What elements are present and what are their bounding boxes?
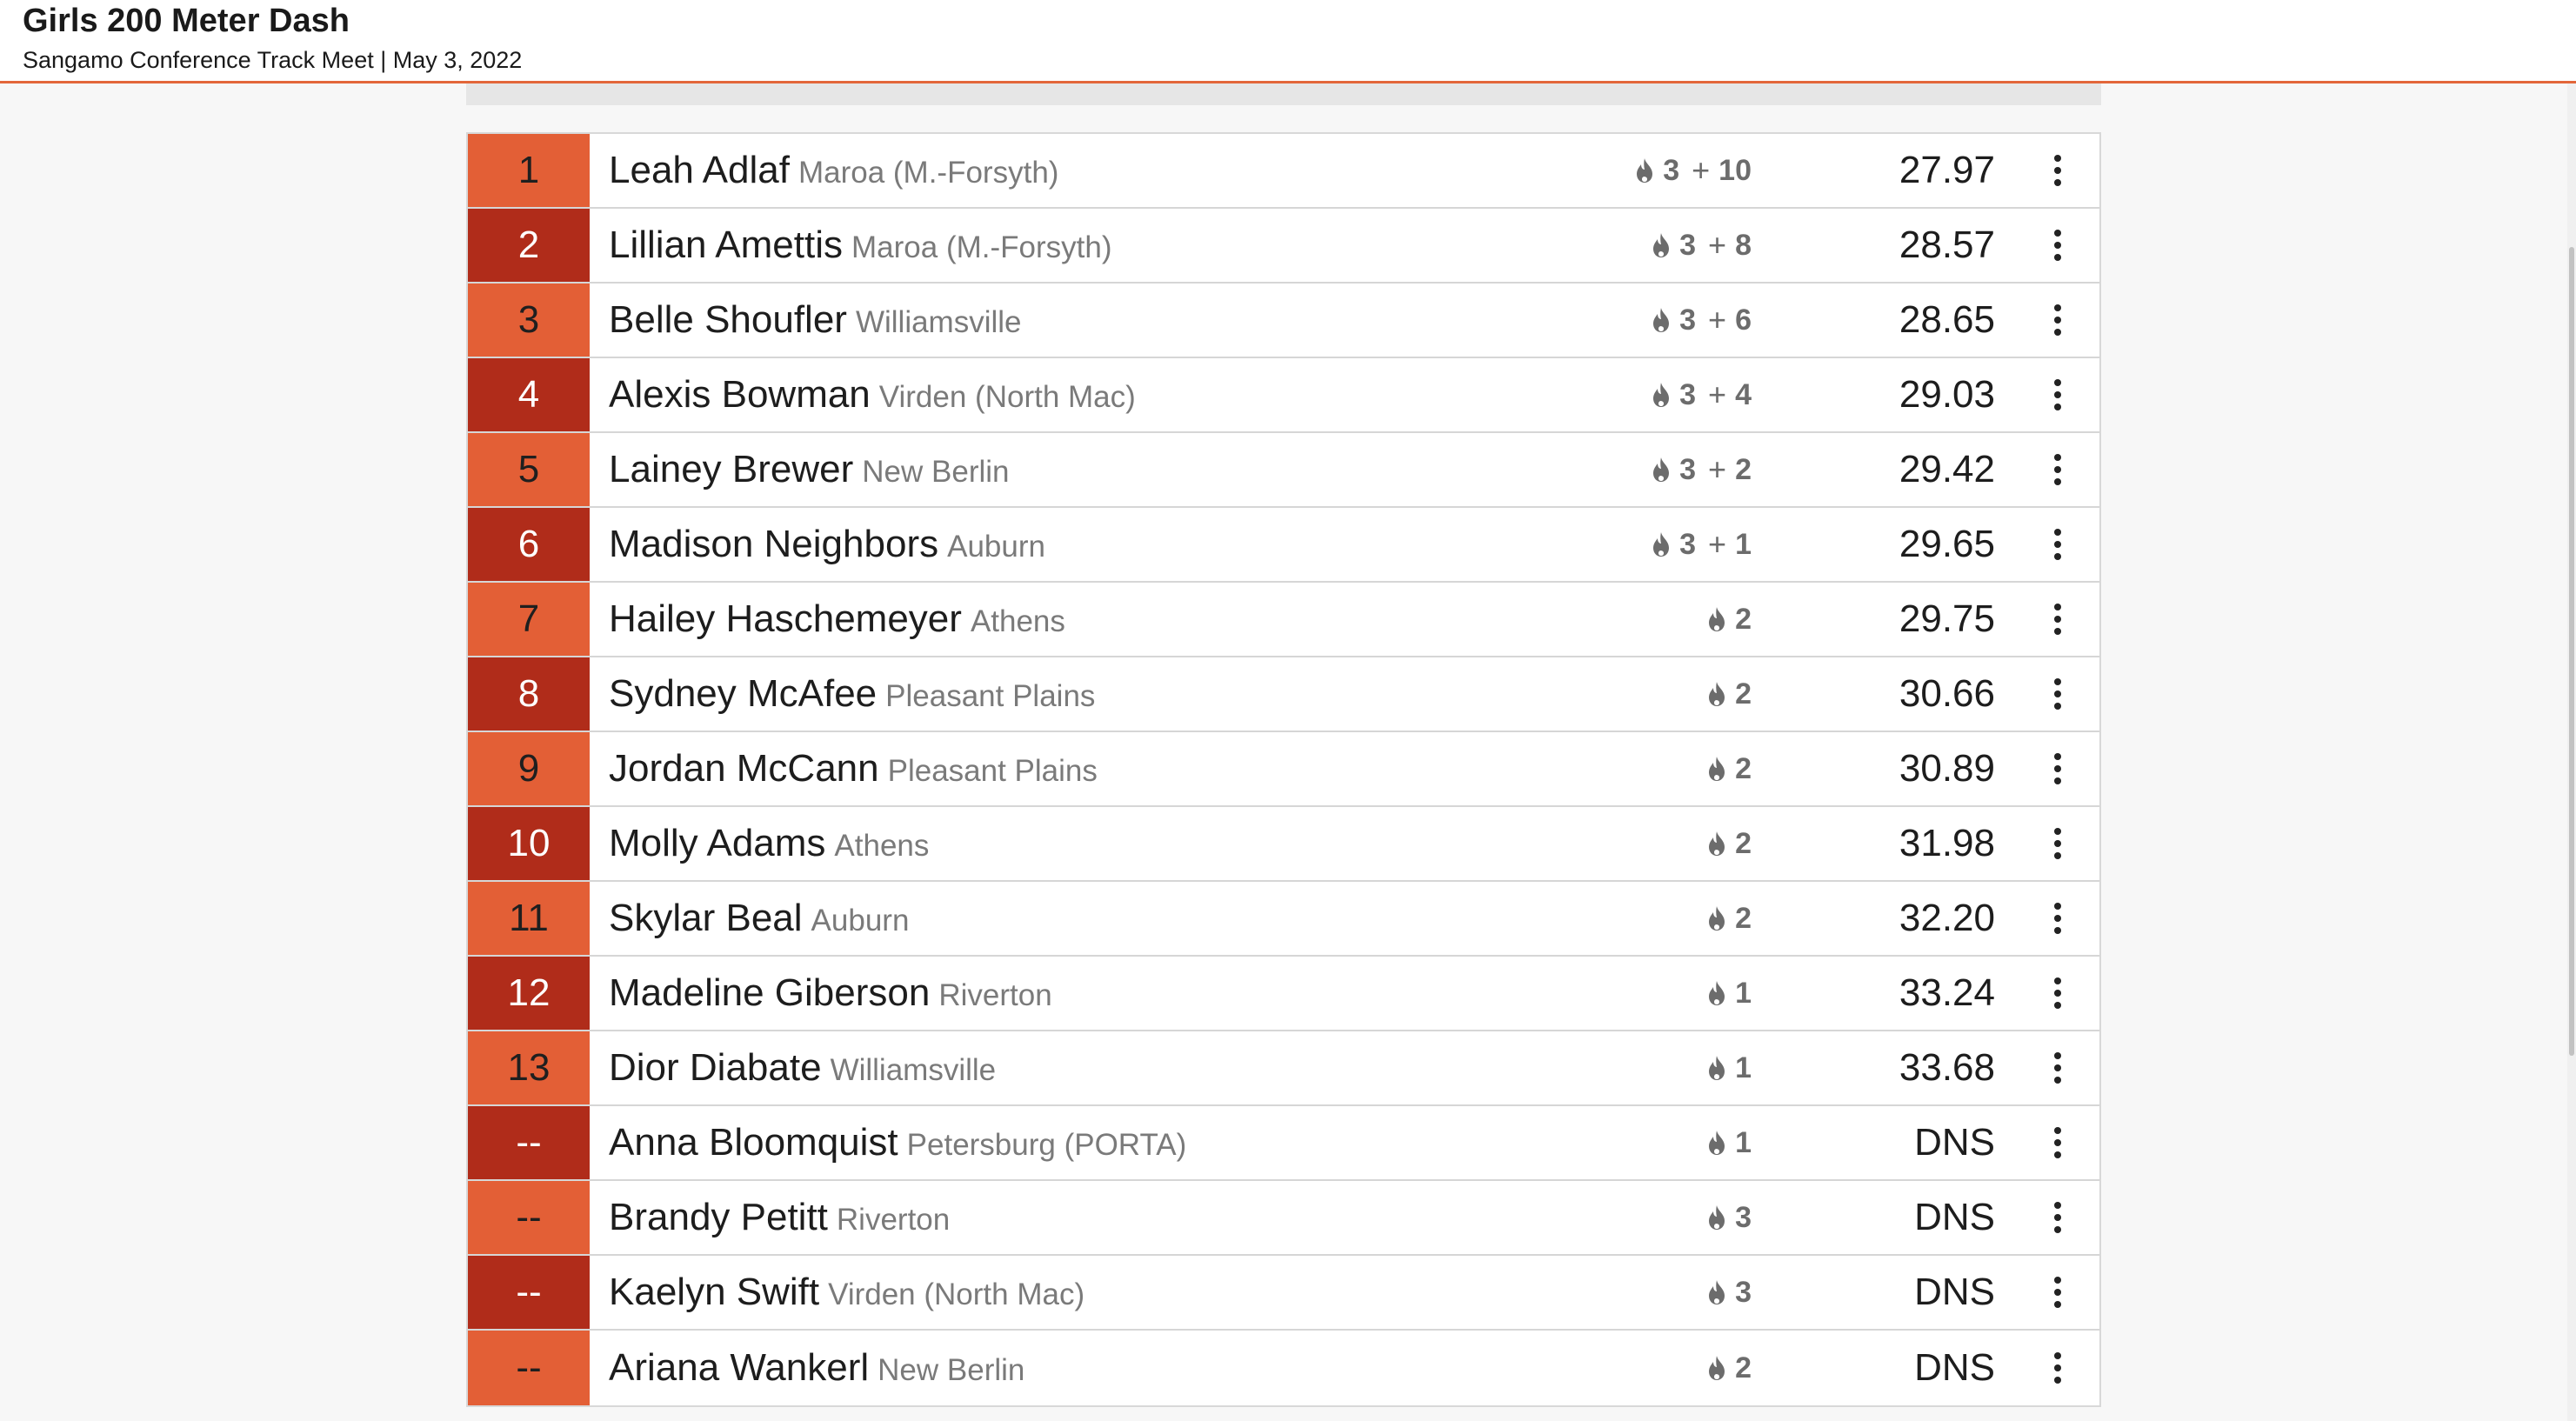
athlete-name[interactable]: Lainey Brewer xyxy=(609,448,854,490)
heat-number: 1 xyxy=(1735,976,1752,1010)
athlete-cell[interactable] xyxy=(609,657,1095,731)
flame-icon xyxy=(1705,1204,1728,1231)
team-name[interactable]: Athens xyxy=(834,829,930,863)
results-top-bar xyxy=(466,83,2101,105)
team-name[interactable]: Virden (North Mac) xyxy=(828,1278,1085,1311)
heat-info xyxy=(1705,1181,1752,1254)
place-cell: 3 xyxy=(468,284,590,357)
athlete-cell[interactable] xyxy=(609,358,1136,431)
athlete-name[interactable]: Leah Adlaf xyxy=(609,149,790,191)
athlete-cell[interactable] xyxy=(609,1331,1024,1405)
team-name[interactable]: Riverton xyxy=(938,978,1052,1012)
more-vertical-icon[interactable] xyxy=(2051,957,2065,1030)
result-row[interactable] xyxy=(468,657,2099,732)
page-header xyxy=(0,0,2576,83)
result-row[interactable] xyxy=(468,433,2099,508)
more-vertical-icon[interactable] xyxy=(2051,882,2065,955)
athlete-cell[interactable] xyxy=(609,1031,996,1104)
scrollbar-thumb[interactable] xyxy=(2569,247,2574,1056)
team-points: 6 xyxy=(1735,303,1752,337)
result-row[interactable] xyxy=(468,508,2099,583)
heat-info xyxy=(1705,1256,1752,1329)
athlete-cell[interactable] xyxy=(609,433,1010,506)
result-row[interactable] xyxy=(468,583,2099,657)
result-mark: 27.97 xyxy=(1899,149,1995,191)
result-row[interactable] xyxy=(468,1331,2099,1405)
flame-icon xyxy=(1650,232,1672,258)
result-row[interactable] xyxy=(468,732,2099,807)
flame-icon xyxy=(1705,831,1728,857)
team-points: 1 xyxy=(1735,527,1752,561)
result-mark: DNS xyxy=(1914,1271,1995,1313)
points-plus: + xyxy=(1692,152,1711,188)
heat-info xyxy=(1633,134,1752,207)
athlete-name[interactable]: Belle Shoufler xyxy=(609,298,847,341)
athlete-cell[interactable] xyxy=(609,209,1111,282)
heat-info xyxy=(1650,433,1752,506)
team-name[interactable]: New Berlin xyxy=(862,455,1010,489)
flame-icon xyxy=(1633,157,1656,183)
heat-number: 3 xyxy=(1679,452,1697,486)
heat-info xyxy=(1650,209,1752,282)
heat-info xyxy=(1705,657,1752,731)
athlete-cell[interactable] xyxy=(609,134,1058,207)
athlete-cell[interactable] xyxy=(609,508,1045,581)
heat-number: 1 xyxy=(1735,1051,1752,1084)
more-vertical-icon[interactable] xyxy=(2051,807,2065,880)
result-mark: 33.24 xyxy=(1899,971,1995,1014)
flame-icon xyxy=(1705,1055,1728,1081)
heat-info xyxy=(1705,583,1752,656)
heat-info xyxy=(1705,732,1752,805)
result-row[interactable] xyxy=(468,134,2099,209)
flame-icon xyxy=(1650,531,1672,557)
place-cell: 13 xyxy=(468,1031,590,1104)
more-vertical-icon[interactable] xyxy=(2051,583,2065,656)
result-row[interactable] xyxy=(468,882,2099,957)
athlete-name[interactable]: Madison Neighbors xyxy=(609,523,939,565)
points-plus: + xyxy=(1708,377,1727,412)
athlete-cell[interactable] xyxy=(609,732,1098,805)
athlete-cell[interactable] xyxy=(609,1106,1186,1179)
more-vertical-icon[interactable] xyxy=(2051,134,2065,207)
place-cell: 11 xyxy=(468,882,590,955)
heat-number: 3 xyxy=(1679,228,1697,262)
team-name[interactable]: Athens xyxy=(970,604,1065,638)
place-cell: 10 xyxy=(468,807,590,880)
team-name[interactable]: New Berlin xyxy=(878,1353,1025,1387)
team-name[interactable]: Williamsville xyxy=(830,1053,997,1087)
place-cell: -- xyxy=(468,1331,590,1405)
heat-number: 3 xyxy=(1679,303,1697,337)
points-plus: + xyxy=(1708,302,1727,337)
result-mark: 31.98 xyxy=(1899,822,1995,864)
flame-icon xyxy=(1705,980,1728,1006)
heat-number: 1 xyxy=(1735,1125,1752,1159)
place-cell: -- xyxy=(468,1181,590,1254)
heat-info xyxy=(1705,882,1752,955)
heat-info xyxy=(1705,1331,1752,1405)
heat-number: 3 xyxy=(1679,527,1697,561)
heat-info xyxy=(1650,508,1752,581)
place-cell: 9 xyxy=(468,732,590,805)
heat-number: 2 xyxy=(1735,826,1752,860)
team-name[interactable]: Maroa (M.-Forsyth) xyxy=(851,230,1112,264)
team-name[interactable]: Virden (North Mac) xyxy=(878,380,1136,414)
heat-number: 2 xyxy=(1735,1351,1752,1384)
result-mark: DNS xyxy=(1914,1121,1995,1164)
result-mark: 28.65 xyxy=(1899,298,1995,341)
athlete-name[interactable]: Ariana Wankerl xyxy=(609,1346,870,1389)
heat-number: 2 xyxy=(1735,677,1752,710)
page-title: Girls 200 Meter Dash xyxy=(23,3,350,39)
place-cell: -- xyxy=(468,1106,590,1179)
place-cell: 12 xyxy=(468,957,590,1030)
athlete-cell[interactable] xyxy=(609,882,909,955)
place-cell: 8 xyxy=(468,657,590,731)
team-name[interactable]: Auburn xyxy=(811,904,910,937)
more-vertical-icon[interactable] xyxy=(2051,1181,2065,1254)
athlete-name[interactable]: Lillian Amettis xyxy=(609,223,844,266)
heat-number: 2 xyxy=(1735,901,1752,935)
athlete-name[interactable]: Kaelyn Swift xyxy=(609,1271,820,1313)
result-row[interactable] xyxy=(468,1181,2099,1256)
heat-number: 2 xyxy=(1735,751,1752,785)
more-vertical-icon[interactable] xyxy=(2051,1256,2065,1329)
heat-number: 3 xyxy=(1735,1200,1752,1234)
place-cell: 5 xyxy=(468,433,590,506)
more-vertical-icon[interactable] xyxy=(2051,209,2065,282)
heat-info xyxy=(1705,807,1752,880)
points-plus: + xyxy=(1708,526,1727,562)
athlete-name[interactable]: Sydney McAfee xyxy=(609,672,878,715)
heat-number: 3 xyxy=(1679,377,1697,411)
more-vertical-icon[interactable] xyxy=(2051,1031,2065,1104)
team-name[interactable]: Pleasant Plains xyxy=(885,679,1096,713)
athlete-cell[interactable] xyxy=(609,957,1052,1030)
team-points: 10 xyxy=(1718,153,1752,187)
team-points: 8 xyxy=(1735,228,1752,262)
result-row[interactable] xyxy=(468,1106,2099,1181)
athlete-name[interactable]: Jordan McCann xyxy=(609,747,879,790)
place-cell: -- xyxy=(468,1256,590,1329)
heat-number: 3 xyxy=(1663,153,1680,187)
team-name[interactable]: Pleasant Plains xyxy=(887,754,1098,788)
more-vertical-icon[interactable] xyxy=(2051,657,2065,731)
athlete-name[interactable]: Skylar Beal xyxy=(609,897,803,939)
place-cell: 2 xyxy=(468,209,590,282)
heat-info xyxy=(1705,957,1752,1030)
place-cell: 4 xyxy=(468,358,590,431)
points-plus: + xyxy=(1708,227,1727,263)
result-mark: 30.89 xyxy=(1899,747,1995,790)
flame-icon xyxy=(1705,1279,1728,1305)
result-mark: 29.03 xyxy=(1899,373,1995,416)
result-row[interactable] xyxy=(468,1031,2099,1106)
athlete-name[interactable]: Anna Bloomquist xyxy=(609,1121,898,1164)
athlete-cell[interactable] xyxy=(609,284,1022,357)
result-mark: DNS xyxy=(1914,1196,1995,1238)
place-cell: 1 xyxy=(468,134,590,207)
more-vertical-icon[interactable] xyxy=(2051,508,2065,581)
athlete-name[interactable]: Molly Adams xyxy=(609,822,826,864)
more-vertical-icon[interactable] xyxy=(2051,358,2065,431)
place-cell: 6 xyxy=(468,508,590,581)
flame-icon xyxy=(1705,681,1728,707)
more-vertical-icon[interactable] xyxy=(2051,732,2065,805)
heat-info xyxy=(1705,1106,1752,1179)
team-points: 2 xyxy=(1735,452,1752,486)
heat-number: 3 xyxy=(1735,1275,1752,1309)
result-mark: 28.57 xyxy=(1899,223,1995,266)
result-mark: 33.68 xyxy=(1899,1046,1995,1089)
flame-icon xyxy=(1705,606,1728,632)
more-vertical-icon[interactable] xyxy=(2051,284,2065,357)
flame-icon xyxy=(1650,457,1672,483)
result-mark: 29.65 xyxy=(1899,523,1995,565)
athlete-name[interactable]: Brandy Petitt xyxy=(609,1196,828,1238)
results-table xyxy=(466,132,2101,1407)
more-vertical-icon[interactable] xyxy=(2051,1106,2065,1179)
result-row[interactable] xyxy=(468,957,2099,1031)
athlete-name[interactable]: Hailey Haschemeyer xyxy=(609,597,962,640)
athlete-cell[interactable] xyxy=(609,1256,1084,1329)
result-row[interactable] xyxy=(468,807,2099,882)
result-mark: 29.42 xyxy=(1899,448,1995,490)
result-row[interactable] xyxy=(468,1256,2099,1331)
result-mark: 29.75 xyxy=(1899,597,1995,640)
place-cell: 7 xyxy=(468,583,590,656)
athlete-name[interactable]: Dior Diabate xyxy=(609,1046,822,1089)
result-row[interactable] xyxy=(468,209,2099,284)
athlete-cell[interactable] xyxy=(609,807,929,880)
heat-info xyxy=(1650,284,1752,357)
flame-icon xyxy=(1705,1355,1728,1381)
athlete-name[interactable]: Alexis Bowman xyxy=(609,373,871,416)
flame-icon xyxy=(1705,905,1728,931)
result-mark: DNS xyxy=(1914,1346,1995,1389)
result-row[interactable] xyxy=(468,358,2099,433)
team-name[interactable]: Riverton xyxy=(836,1203,951,1237)
more-vertical-icon[interactable] xyxy=(2051,1331,2065,1405)
team-name[interactable]: Williamsville xyxy=(855,305,1022,339)
athlete-name[interactable]: Madeline Giberson xyxy=(609,971,931,1014)
team-points: 4 xyxy=(1735,377,1752,411)
team-name[interactable]: Maroa (M.-Forsyth) xyxy=(797,156,1059,190)
heat-info xyxy=(1650,358,1752,431)
flame-icon xyxy=(1705,1130,1728,1156)
result-mark: 30.66 xyxy=(1899,672,1995,715)
points-plus: + xyxy=(1708,451,1727,487)
more-vertical-icon[interactable] xyxy=(2051,433,2065,506)
team-name[interactable]: Petersburg (PORTA) xyxy=(906,1128,1187,1162)
result-mark: 32.20 xyxy=(1899,897,1995,939)
flame-icon xyxy=(1650,382,1672,408)
flame-icon xyxy=(1705,756,1728,782)
athlete-cell[interactable] xyxy=(609,583,1065,656)
heat-number: 2 xyxy=(1735,602,1752,636)
flame-icon xyxy=(1650,307,1672,333)
meet-subtitle: Sangamo Conference Track Meet | May 3, 2022 xyxy=(23,47,523,73)
heat-info xyxy=(1705,1031,1752,1104)
athlete-cell[interactable] xyxy=(609,1181,950,1254)
team-name[interactable]: Auburn xyxy=(947,530,1045,564)
result-row[interactable] xyxy=(468,284,2099,358)
